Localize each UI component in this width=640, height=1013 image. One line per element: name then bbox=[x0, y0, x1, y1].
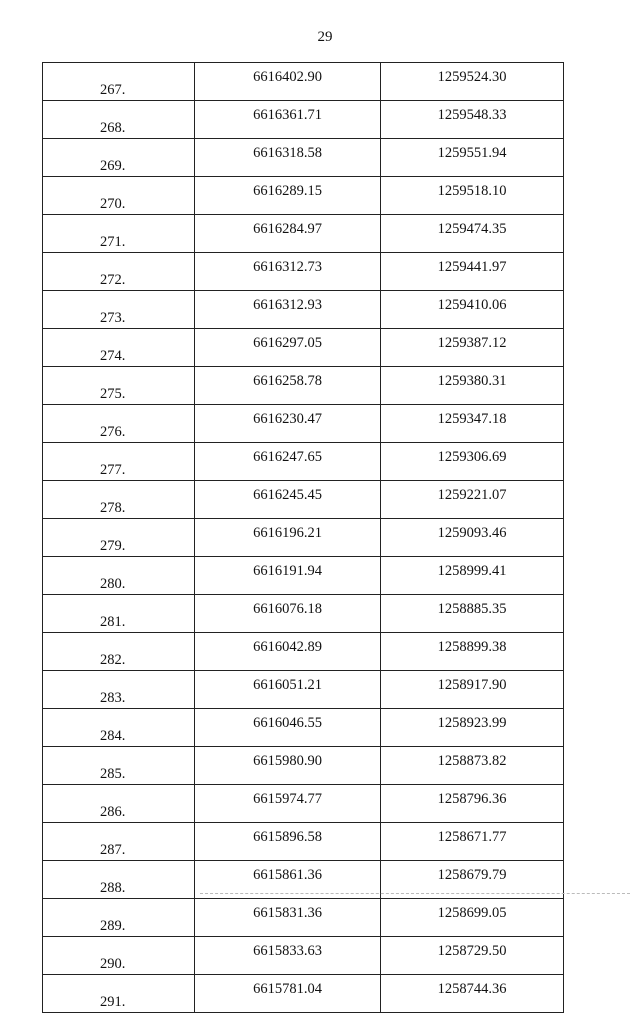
point-number-cell: 277. bbox=[43, 443, 195, 481]
table-row bbox=[43, 405, 564, 443]
point-number-cell: 283. bbox=[43, 671, 195, 709]
point-number-cell: 270. bbox=[43, 177, 195, 215]
y-coordinate-cell: 1258917.90 bbox=[381, 671, 564, 709]
x-coordinate-cell: 6616046.55 bbox=[195, 709, 381, 747]
x-coordinate-cell: 6616361.71 bbox=[195, 101, 381, 139]
point-number-cell: 275. bbox=[43, 367, 195, 405]
point-number-cell: 281. bbox=[43, 595, 195, 633]
table-row bbox=[43, 937, 564, 975]
y-coordinate-cell: 1259551.94 bbox=[381, 139, 564, 177]
x-coordinate-cell: 6616289.15 bbox=[195, 177, 381, 215]
table-row bbox=[43, 595, 564, 633]
point-number-cell: 268. bbox=[43, 101, 195, 139]
x-coordinate-cell: 6615831.36 bbox=[195, 899, 381, 937]
x-coordinate-cell: 6615861.36 bbox=[195, 861, 381, 899]
point-number-cell: 273. bbox=[43, 291, 195, 329]
point-number-cell: 288. bbox=[43, 861, 195, 899]
coordinates-table bbox=[42, 62, 564, 1013]
point-number-cell: 267. bbox=[43, 63, 195, 101]
y-coordinate-cell: 1259221.07 bbox=[381, 481, 564, 519]
y-coordinate-cell: 1259474.35 bbox=[381, 215, 564, 253]
point-number-cell: 274. bbox=[43, 329, 195, 367]
y-coordinate-cell: 1259548.33 bbox=[381, 101, 564, 139]
y-coordinate-cell: 1258885.35 bbox=[381, 595, 564, 633]
point-number-cell: 280. bbox=[43, 557, 195, 595]
y-coordinate-cell: 1259410.06 bbox=[381, 291, 564, 329]
y-coordinate-cell: 1259441.97 bbox=[381, 253, 564, 291]
table-row bbox=[43, 975, 564, 1013]
page-number: 29 bbox=[317, 29, 333, 45]
y-coordinate-cell: 1258999.41 bbox=[381, 557, 564, 595]
point-number-cell: 286. bbox=[43, 785, 195, 823]
table-row bbox=[43, 443, 564, 481]
x-coordinate-cell: 6615781.04 bbox=[195, 975, 381, 1013]
table-row bbox=[43, 785, 564, 823]
table-row bbox=[43, 671, 564, 709]
x-coordinate-cell: 6616196.21 bbox=[195, 519, 381, 557]
point-number-cell: 290. bbox=[43, 937, 195, 975]
y-coordinate-cell: 1258899.38 bbox=[381, 633, 564, 671]
x-coordinate-cell: 6616312.93 bbox=[195, 291, 381, 329]
point-number-cell: 284. bbox=[43, 709, 195, 747]
table-row bbox=[43, 899, 564, 937]
table-row bbox=[43, 291, 564, 329]
y-coordinate-cell: 1259518.10 bbox=[381, 177, 564, 215]
table-row bbox=[43, 709, 564, 747]
x-coordinate-cell: 6616402.90 bbox=[195, 63, 381, 101]
table-row bbox=[43, 367, 564, 405]
y-coordinate-cell: 1258679.79 bbox=[381, 861, 564, 899]
table-row bbox=[43, 519, 564, 557]
point-number-cell: 269. bbox=[43, 139, 195, 177]
y-coordinate-cell: 1258873.82 bbox=[381, 747, 564, 785]
footer-rule bbox=[200, 893, 630, 894]
y-coordinate-cell: 1259347.18 bbox=[381, 405, 564, 443]
point-number-cell: 279. bbox=[43, 519, 195, 557]
table-row bbox=[43, 633, 564, 671]
y-coordinate-cell: 1259306.69 bbox=[381, 443, 564, 481]
table-row bbox=[43, 823, 564, 861]
y-coordinate-cell: 1258744.36 bbox=[381, 975, 564, 1013]
y-coordinate-cell: 1259380.31 bbox=[381, 367, 564, 405]
x-coordinate-cell: 6616318.58 bbox=[195, 139, 381, 177]
table-row bbox=[43, 63, 564, 101]
x-coordinate-cell: 6616312.73 bbox=[195, 253, 381, 291]
x-coordinate-cell: 6615833.63 bbox=[195, 937, 381, 975]
table-row bbox=[43, 101, 564, 139]
y-coordinate-cell: 1258796.36 bbox=[381, 785, 564, 823]
x-coordinate-cell: 6615974.77 bbox=[195, 785, 381, 823]
y-coordinate-cell: 1259524.30 bbox=[381, 63, 564, 101]
point-number-cell: 282. bbox=[43, 633, 195, 671]
x-coordinate-cell: 6616297.05 bbox=[195, 329, 381, 367]
y-coordinate-cell: 1258699.05 bbox=[381, 899, 564, 937]
y-coordinate-cell: 1258923.99 bbox=[381, 709, 564, 747]
y-coordinate-cell: 1259387.12 bbox=[381, 329, 564, 367]
x-coordinate-cell: 6616042.89 bbox=[195, 633, 381, 671]
table-row bbox=[43, 747, 564, 785]
table-row bbox=[43, 253, 564, 291]
coordinates-table-body bbox=[43, 63, 564, 1013]
point-number-cell: 289. bbox=[43, 899, 195, 937]
x-coordinate-cell: 6616191.94 bbox=[195, 557, 381, 595]
point-number-cell: 278. bbox=[43, 481, 195, 519]
x-coordinate-cell: 6615980.90 bbox=[195, 747, 381, 785]
point-number-cell: 276. bbox=[43, 405, 195, 443]
point-number-cell: 291. bbox=[43, 975, 195, 1013]
x-coordinate-cell: 6616245.45 bbox=[195, 481, 381, 519]
y-coordinate-cell: 1259093.46 bbox=[381, 519, 564, 557]
point-number-cell: 271. bbox=[43, 215, 195, 253]
point-number-cell: 272. bbox=[43, 253, 195, 291]
table-row bbox=[43, 329, 564, 367]
table-row bbox=[43, 557, 564, 595]
x-coordinate-cell: 6616258.78 bbox=[195, 367, 381, 405]
table-row bbox=[43, 481, 564, 519]
x-coordinate-cell: 6616284.97 bbox=[195, 215, 381, 253]
table-row bbox=[43, 215, 564, 253]
y-coordinate-cell: 1258729.50 bbox=[381, 937, 564, 975]
x-coordinate-cell: 6615896.58 bbox=[195, 823, 381, 861]
x-coordinate-cell: 6616051.21 bbox=[195, 671, 381, 709]
table-row bbox=[43, 177, 564, 215]
table-row bbox=[43, 139, 564, 177]
x-coordinate-cell: 6616230.47 bbox=[195, 405, 381, 443]
point-number-cell: 287. bbox=[43, 823, 195, 861]
x-coordinate-cell: 6616247.65 bbox=[195, 443, 381, 481]
point-number-cell: 285. bbox=[43, 747, 195, 785]
x-coordinate-cell: 6616076.18 bbox=[195, 595, 381, 633]
y-coordinate-cell: 1258671.77 bbox=[381, 823, 564, 861]
